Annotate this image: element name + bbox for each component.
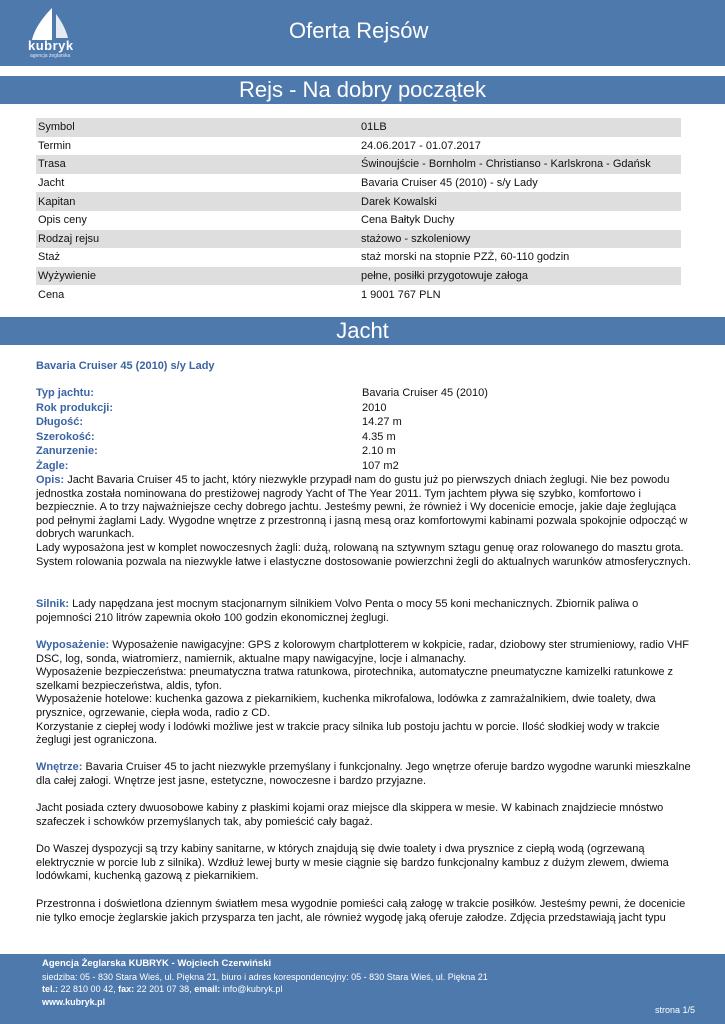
row-value: Cena Bałtyk Duchy bbox=[361, 214, 455, 227]
footer-contact bbox=[42, 983, 725, 996]
yacht-specs bbox=[36, 387, 691, 474]
table-row bbox=[36, 230, 681, 249]
tel-label: tel.: bbox=[42, 984, 59, 994]
table-row bbox=[36, 118, 681, 137]
table-row bbox=[36, 192, 681, 211]
spec-label: Typ jachtu: bbox=[36, 387, 94, 399]
wyposazenie-label: Wyposażenie: bbox=[36, 639, 110, 651]
page-title: Oferta Rejsów bbox=[289, 18, 429, 43]
spec-value: Bavaria Cruiser 45 (2010) bbox=[362, 387, 488, 399]
logo-subtitle: agencja żeglarska bbox=[30, 53, 71, 59]
footer-company: Agencja Żeglarska KUBRYK - Wojciech Czerwiński bbox=[42, 958, 272, 969]
wyposazenie-text-2: Wyposażenie bezpieczeństwa: pneumatyczna tratwa ratunkowa, pirotechnika, automatyczne pneumatyczne kamizelki ratunkowe z szelkami bezpieczeństwa, aldis, tyfon. bbox=[36, 666, 674, 692]
row-value: Bavaria Cruiser 45 (2010) - s/y Lady bbox=[361, 177, 538, 190]
row-value: Darek Kowalski bbox=[359, 192, 681, 211]
row-key: Cena bbox=[38, 288, 65, 301]
cruise-title: Rejs - Na dobry początek bbox=[0, 76, 725, 104]
table-row bbox=[36, 137, 681, 156]
email-label: email: bbox=[194, 984, 221, 994]
wnetrze-paragraph bbox=[36, 761, 691, 788]
wnetrze-label: Wnętrze: bbox=[36, 761, 83, 773]
row-value: 24.06.2017 - 01.07.2017 bbox=[361, 139, 481, 152]
wyposazenie-text-3: Wyposażenie hotelowe: kuchenka gazowa z piekarnikiem, kuchenka mikrofalowa, lodówka z zamrażalnikiem, dwie toalety, dwa prysznice, ogrzewanie, ciepła woda, radio z CD. bbox=[36, 693, 656, 719]
spec-value: 107 m2 bbox=[362, 459, 399, 472]
opis-text: Jacht Bavaria Cruiser 45 to jacht, który niezwykle przypadł nam do gustu już po pierwszych dniach żeglugi. Nie bez powodu jednostka została nominowana do prestiżowej nagrody Yacht of The Year 2011. Tym jachtem pływa się szybko, komfortowo i bezpiecznie. A to trzy najważniejsze cechy dobrego jachtu. Jesteśmy pewni, że również i Wy docenicie emocje, jakie daje żeglująca pod pełnymi żaglami Lady. Wygodne wnętrze z przestronną i jasną mesą oraz komfortowymi kabinami pozwala spokojnie odpocząć w dobrych warunkach. bbox=[36, 474, 688, 541]
row-value: pełne, posiłki przygotowuje załoga bbox=[359, 267, 681, 286]
table-row bbox=[36, 155, 681, 174]
row-value: 01LB bbox=[359, 118, 681, 137]
spec-label: Zanurzenie: bbox=[36, 445, 98, 457]
cruise-details-table bbox=[36, 118, 681, 304]
wnetrze-text: Bavaria Cruiser 45 to jacht niezwykle przemyślany i funkcjonalny. Jego wnętrze oferuje bardzo wygodne warunki mieszkalne dla całej załogi. Wnętrze jest jasne, estetyczne, nowoczesne i bardzo przyjazne. bbox=[36, 761, 691, 787]
table-row bbox=[36, 285, 681, 304]
sanitary-paragraph: Do Waszej dyspozycji są trzy kabiny sanitarne, w których znajdują się dwie toalety i dwa prysznice z ciepłą wodą (ogrzewaną elektrycznie w porcie lub z silnika). Wzdłuż lewej burty w mesie ciągnie się bardzo funkcjonalny kambuz z dużym zlewem, dwiema lodówkami, kuchenką gazową z piekarnikiem. bbox=[36, 843, 669, 883]
row-value: stażowo - szkoleniowy bbox=[359, 230, 681, 249]
header-bar bbox=[0, 0, 725, 66]
row-value: 1 9001 767 PLN bbox=[361, 288, 441, 301]
row-key: Staż bbox=[38, 251, 61, 264]
silnik-label: Silnik: bbox=[36, 598, 70, 610]
email-link[interactable]: info@kubryk.pl bbox=[222, 984, 283, 994]
spec-value: 2010 bbox=[362, 401, 387, 414]
page-number: strona 1/5 bbox=[654, 1004, 695, 1015]
spec-row bbox=[36, 445, 691, 460]
fax-value: 22 201 07 38, bbox=[136, 984, 192, 994]
table-row bbox=[36, 248, 681, 267]
row-key: Wyżywienie bbox=[36, 267, 359, 286]
row-key: Jacht bbox=[38, 177, 65, 190]
spec-row bbox=[36, 416, 691, 431]
fax-label: fax: bbox=[118, 984, 135, 994]
spec-value: 4.35 m bbox=[362, 430, 396, 443]
spec-label: Szerokość: bbox=[36, 430, 95, 443]
spec-label: Rok produkcji: bbox=[36, 401, 114, 414]
spec-label: Długość: bbox=[36, 416, 84, 428]
table-row bbox=[36, 174, 681, 193]
spec-row bbox=[36, 431, 691, 446]
spec-value: 14.27 m bbox=[362, 416, 402, 428]
row-key: Termin bbox=[38, 139, 72, 152]
wyposazenie-text-4: Korzystanie z ciepłej wody i lodówki możliwe jest w trakcie pracy silnika lub postoju jachtu w porcie. Ilość słodkiej wody w trakcie żeglugi jest ograniczona. bbox=[36, 720, 660, 747]
yacht-section-title: Jacht bbox=[0, 317, 725, 345]
footer bbox=[0, 954, 725, 1024]
silnik-paragraph bbox=[36, 598, 691, 625]
opis-label: Opis: bbox=[36, 474, 65, 486]
logo-text: kubryk bbox=[28, 38, 74, 53]
mesa-paragraph: Przestronna i doświetlona dziennym światłem mesa wygodnie pomieści całą załogę w trakcie posiłków. Jesteśmy pewni, że docenicie nie tylko emocje żeglarskie jakich przysparza ten jacht, ale również wygodę jaką oferuje załodze. Zdjęcia przedstawiają jacht typu bbox=[36, 898, 686, 924]
silnik-text: Lady napędzana jest mocnym stacjonarnym silnikiem Volvo Penta o mocy 55 koni mechanicznych. Zbiornik paliwa o pojemności 210 litrów zapewnia około 100 godzin ekonomicznej żeglugi. bbox=[36, 598, 639, 624]
row-key: Rodzaj rejsu bbox=[36, 230, 359, 249]
yacht-name: Bavaria Cruiser 45 (2010) s/y Lady bbox=[36, 360, 215, 372]
row-value: Świnoujście - Bornholm - Christianso - Karlskrona - Gdańsk bbox=[359, 155, 681, 174]
table-row bbox=[36, 211, 681, 230]
spec-row bbox=[36, 402, 691, 417]
tel-value: 22 810 00 42, bbox=[60, 984, 116, 994]
footer-address: siedziba: 05 - 830 Stara Wieś, ul. Piękna 21, biuro i adres korespondencyjny: 05 - 830 Stara Wieś, ul. Piękna 21 bbox=[42, 971, 488, 982]
table-row bbox=[36, 267, 681, 286]
spec-value: 2.10 m bbox=[362, 445, 396, 457]
opis-paragraph bbox=[36, 474, 691, 569]
spec-label: Żagle: bbox=[36, 459, 69, 472]
spec-row bbox=[36, 460, 691, 475]
row-key: Kapitan bbox=[36, 192, 359, 211]
row-value: staż morski na stopnie PZŻ, 60-110 godzin bbox=[361, 251, 570, 264]
opis-text-2: Lady wyposażona jest w komplet nowoczesnych żagli: dużą, rolowaną na sztywnym sztagu genuę oraz rolowanego do masztu grota. System rolowania pozwala na niezwykle łatwe i elastyczne dostosowanie powierzchni żegli do aktualnych warunków atmosferycznych. bbox=[36, 541, 691, 568]
row-key: Opis ceny bbox=[38, 214, 87, 227]
wyposazenie-paragraph bbox=[36, 639, 691, 748]
row-key: Symbol bbox=[36, 118, 359, 137]
wyposazenie-text: Wyposażenie nawigacyjne: GPS z kolorowym chartplotterem w kokpicie, radar, dziobowy ster strumieniowy, radio VHF DSC, log, sonda, wiatromierz, namiernik, aktualne mapy nawigacyjne, locje i almanachy. bbox=[36, 639, 690, 665]
row-key: Trasa bbox=[36, 155, 359, 174]
spec-row bbox=[36, 387, 691, 402]
website-link[interactable]: www.kubryk.pl bbox=[42, 996, 106, 1007]
cabins-paragraph: Jacht posiada cztery dwuosobowe kabiny z płaskimi kojami oraz miejsce dla skippera w mesie. W kabinach znajdziecie mnóstwo szafeczek i schowków przemyślanych tak, aby pomieścić cały bagaż. bbox=[36, 802, 664, 828]
